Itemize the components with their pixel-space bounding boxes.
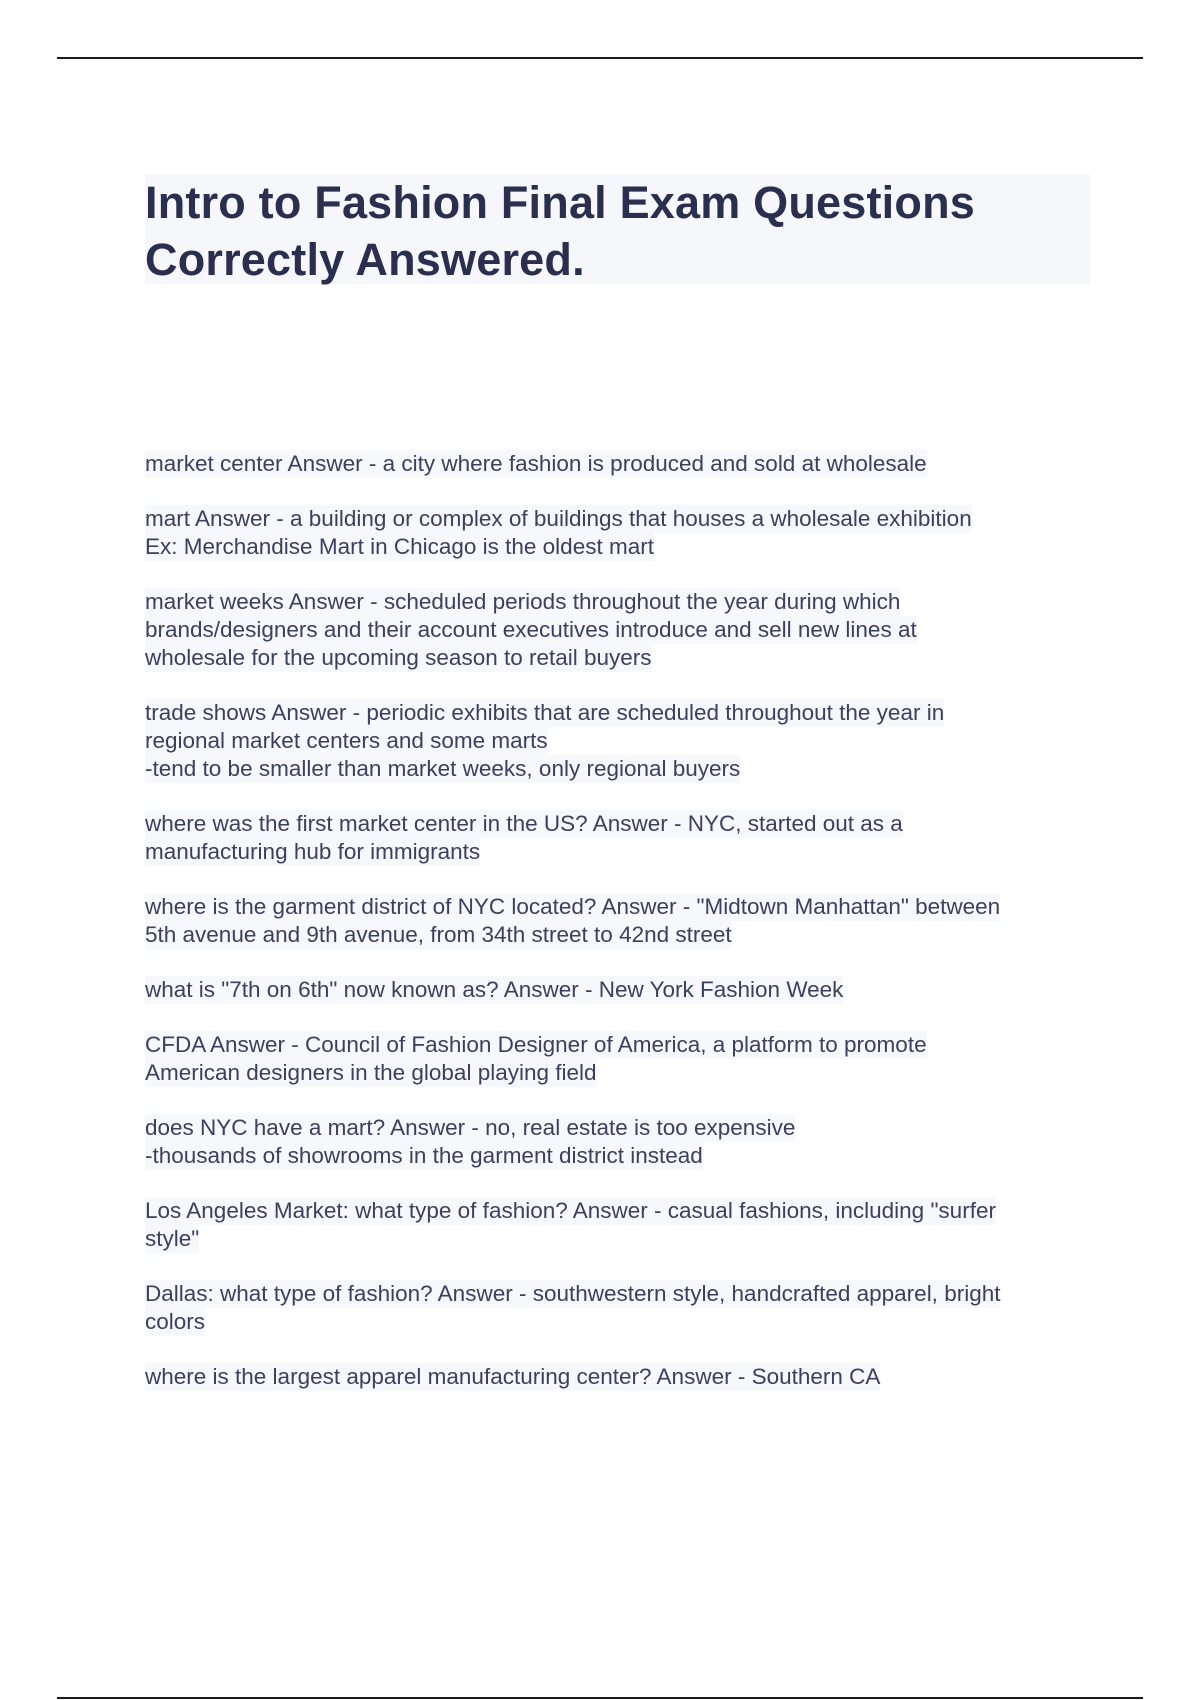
- qa-line: style": [145, 1226, 200, 1251]
- qa-line: Los Angeles Market: what type of fashion? Answer - casual fashions, including "surfer: [145, 1198, 996, 1223]
- qa-item: [145, 450, 1080, 478]
- qa-item: [145, 976, 1080, 1004]
- qa-line: market weeks Answer - scheduled periods throughout the year during which: [145, 589, 901, 614]
- bottom-rule: [57, 1697, 1143, 1699]
- qa-line: where was the first market center in the US? Answer - NYC, started out as a: [145, 811, 903, 836]
- qa-item: [145, 1363, 1080, 1391]
- qa-line: brands/designers and their account executives introduce and sell new lines at: [145, 617, 917, 642]
- qa-line: trade shows Answer - periodic exhibits that are scheduled throughout the year in: [145, 700, 945, 725]
- qa-item: [145, 1280, 1080, 1336]
- title-line-1: Intro to Fashion Final Exam Questions: [145, 177, 975, 228]
- qa-line: does NYC have a mart? Answer - no, real estate is too expensive: [145, 1115, 796, 1140]
- qa-item: [145, 588, 1080, 672]
- qa-list: [145, 450, 1080, 1418]
- qa-line: wholesale for the upcoming season to retail buyers: [145, 645, 652, 670]
- qa-item: [145, 699, 1080, 783]
- qa-line: 5th avenue and 9th avenue, from 34th street to 42nd street: [145, 922, 732, 947]
- qa-line: colors: [145, 1309, 206, 1334]
- title-block: [145, 174, 1090, 284]
- qa-line: Ex: Merchandise Mart in Chicago is the oldest mart: [145, 534, 654, 559]
- qa-line: manufacturing hub for immigrants: [145, 839, 481, 864]
- qa-item: [145, 505, 1080, 561]
- qa-line: where is the garment district of NYC located? Answer - "Midtown Manhattan" between: [145, 894, 1001, 919]
- qa-line: where is the largest apparel manufacturing center? Answer - Southern CA: [145, 1364, 881, 1389]
- qa-line: American designers in the global playing field: [145, 1060, 597, 1085]
- qa-line: market center Answer - a city where fashion is produced and sold at wholesale: [145, 451, 927, 476]
- qa-line: what is "7th on 6th" now known as? Answer - New York Fashion Week: [145, 977, 844, 1002]
- page-title: [145, 174, 1090, 288]
- qa-line: CFDA Answer - Council of Fashion Designer of America, a platform to promote: [145, 1032, 927, 1057]
- qa-line: regional market centers and some marts: [145, 728, 548, 753]
- qa-item: [145, 1031, 1080, 1087]
- qa-item: [145, 1114, 1080, 1170]
- qa-item: [145, 893, 1080, 949]
- title-line-2: Correctly Answered.: [145, 234, 585, 285]
- qa-line: -tend to be smaller than market weeks, only regional buyers: [145, 756, 741, 781]
- qa-line: mart Answer - a building or complex of buildings that houses a wholesale exhibition: [145, 506, 972, 531]
- top-rule: [57, 57, 1143, 59]
- qa-item: [145, 1197, 1080, 1253]
- qa-line: Dallas: what type of fashion? Answer - southwestern style, handcrafted apparel, bright: [145, 1281, 1001, 1306]
- qa-line: -thousands of showrooms in the garment district instead: [145, 1143, 703, 1168]
- qa-item: [145, 810, 1080, 866]
